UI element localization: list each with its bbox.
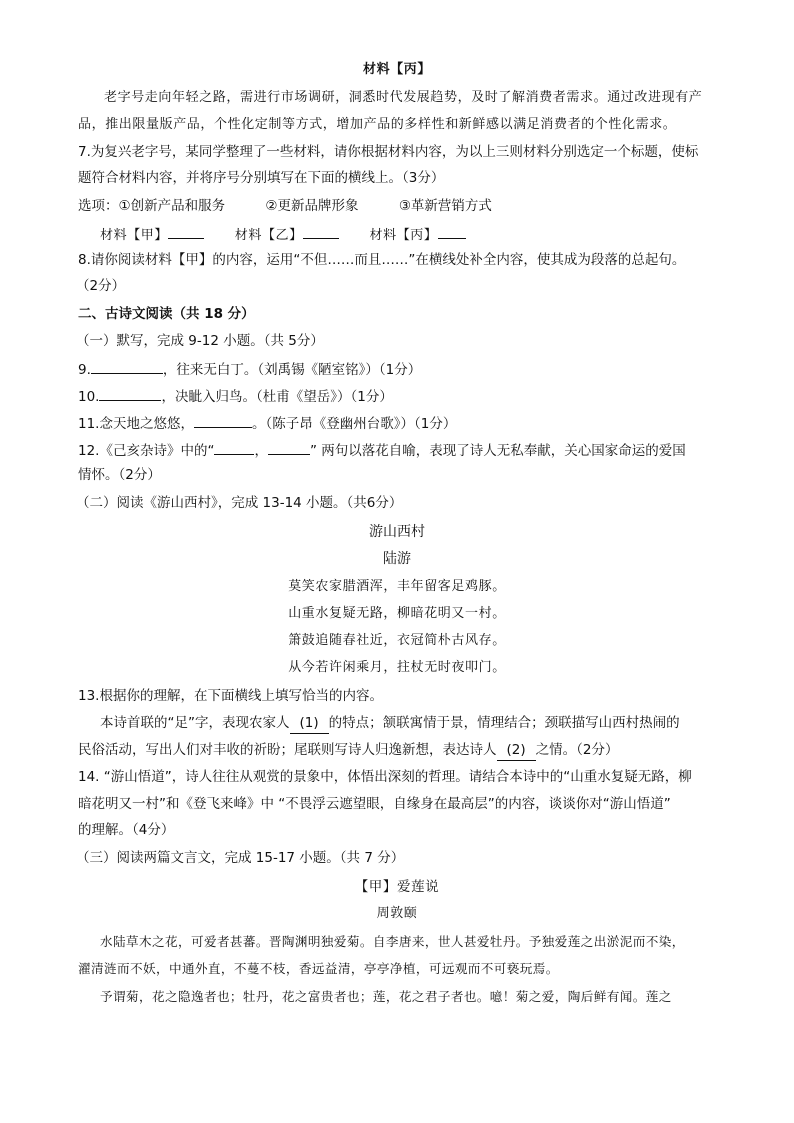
q9	[78, 358, 421, 380]
q7-line-2: 题符合材料内容，并将序号分别填写在下面的横线上。（3分）	[78, 170, 445, 186]
ailian-line-3: 予谓菊，花之隐逸者也；牡丹，花之富贵者也；莲，花之君子者也。噫！菊之爱，陶后鲜有闻。莲之	[100, 989, 672, 1004]
q11	[78, 412, 456, 434]
q7-answer-blank-2[interactable]	[303, 223, 339, 239]
q7-line-1: 7.为复兴老字号，某同学整理了一些材料，请你根据材料内容，为以上三则材料分别选定一个标题，使标	[78, 144, 699, 160]
q13-fill-2[interactable]: (2)	[497, 740, 536, 761]
q12-answer-blank-1[interactable]	[214, 439, 254, 455]
section-2-part-1: （一）默写，完成 9-12 小题。（共 5分）	[76, 333, 324, 349]
q14-line-3: 的理解。（4分）	[78, 822, 175, 838]
q7-option-3: ③革新营销方式	[398, 198, 492, 214]
q13-line-3	[78, 740, 618, 761]
q7-options	[78, 196, 492, 216]
section-2-part-2: （二）阅读《游山西村》，完成 13-14 小题。（共6分）	[76, 495, 403, 511]
poem-line-3: 箫鼓追随春社近，衣冠简朴古风存。	[288, 633, 506, 648]
q7-option-1: ①创新产品和服务	[118, 198, 226, 214]
q7-answer-blank-3[interactable]	[438, 223, 466, 239]
q12-prefix: 12.《己亥杂诗》中的“	[78, 443, 215, 459]
q13-fill-1[interactable]: (1)	[290, 713, 329, 734]
q10	[78, 385, 393, 407]
q12-line-2: 情怀。（2分）	[78, 467, 161, 483]
q12-comma: ，	[254, 443, 268, 459]
poem-title: 游山西村	[369, 524, 425, 540]
q14-line-2: 暗花明又一村”和《登飞来峰》中 “不畏浮云遮望眼，自缘身在最高层”的内容，谈谈你对“游山悟道”	[78, 796, 671, 812]
q13-line-3-suffix: 之情。（2分）	[535, 742, 619, 758]
material-bing-title: 材料【丙】	[362, 62, 431, 77]
q13-line-2	[100, 713, 680, 734]
q7-answer-blanks	[100, 223, 466, 246]
q10-answer-blank[interactable]	[99, 385, 161, 401]
q11-suffix: 。（陈子昂《登幽州台歌》）（1分）	[251, 416, 457, 432]
poem-line-2: 山重水复疑无路，柳暗花明又一村。	[288, 606, 506, 621]
q14-line-1: 14. “游山悟道”，诗人往往从观赏的景象中，体悟出深刻的哲理。请结合本诗中的“山重水复疑无路，柳	[78, 769, 692, 785]
q11-prefix: 11.念天地之悠悠，	[78, 416, 194, 432]
material-bing-line-2: 品，推出限量版产品，个性化定制等方式，增加产品的多样性和新鲜感以满足消费者的个性化需求。	[78, 117, 677, 132]
q9-text: ，往来无白丁。（刘禹锡《陋室铭》）（1分）	[162, 362, 422, 378]
material-bing-line-1: 老字号走向年轻之路，需进行市场调研，洞悉时代发展趋势，及时了解消费者需求。通过改进现有产	[104, 90, 703, 105]
q9-answer-blank[interactable]	[91, 358, 163, 374]
q9-number: 9.	[78, 362, 91, 378]
q13-line-2-prefix: 本诗首联的“足”字，表现农家人	[100, 715, 290, 731]
q8-line-2: （2分）	[76, 278, 126, 294]
q10-text: ，决眦入归鸟。（杜甫《望岳》）（1分）	[161, 389, 393, 405]
q7-option-2: ②更新品牌形象	[265, 198, 359, 214]
ailian-author: 周敦颐	[376, 906, 418, 921]
q7-options-label: 选项：	[78, 198, 119, 214]
q12-answer-blank-2[interactable]	[268, 439, 310, 455]
ailian-title: 【甲】爱莲说	[354, 879, 440, 895]
poem-author: 陆游	[383, 551, 411, 567]
q10-number: 10.	[78, 389, 100, 405]
q12	[78, 439, 686, 461]
section-2-heading: 二、古诗文阅读（共 18 分）	[78, 306, 255, 322]
section-2-part-3: （三）阅读两篇文言文，完成 15-17 小题。（共 7 分）	[76, 850, 405, 866]
q12-suffix: ” 两句以落花自喻，表现了诗人无私奉献，关心国家命运的爱国	[309, 443, 686, 459]
q7-answer-blank-1[interactable]	[168, 223, 204, 239]
q7-blank-label-2: 材料【乙】	[234, 228, 303, 243]
poem-line-1: 莫笑农家腊酒浑，丰年留客足鸡豚。	[288, 579, 506, 594]
poem-line-4: 从今若许闲乘月，拄杖无时夜叩门。	[288, 660, 506, 675]
q7-blank-label-3: 材料【丙】	[369, 228, 438, 243]
q7-blank-label-1: 材料【甲】	[100, 228, 169, 243]
q13-line-3-prefix: 民俗活动，写出人们对丰收的祈盼；尾联则写诗人归逸新想，表达诗人	[78, 742, 497, 758]
ailian-line-2: 濯清涟而不妖，中通外直，不蔓不枝，香远益清，亭亭净植，可远观而不可亵玩焉。	[78, 961, 559, 976]
q11-answer-blank[interactable]	[194, 412, 252, 428]
q13-line-1: 13.根据你的理解，在下面横线上填写恰当的内容。	[78, 688, 383, 704]
q8-line-1: 8.请你阅读材料【甲】的内容，运用“不但……而且……”在横线处补全内容，使其成为段落的总起句。	[78, 252, 686, 268]
q13-line-2-suffix: 的特点；颔联寓情于景，情理结合；颈联描写山西村热闹的	[328, 715, 680, 731]
ailian-line-1: 水陆草木之花，可爱者甚蕃。晋陶渊明独爱菊。自李唐来，世人甚爱牡丹。予独爱莲之出淤泥而不染，	[100, 934, 685, 949]
